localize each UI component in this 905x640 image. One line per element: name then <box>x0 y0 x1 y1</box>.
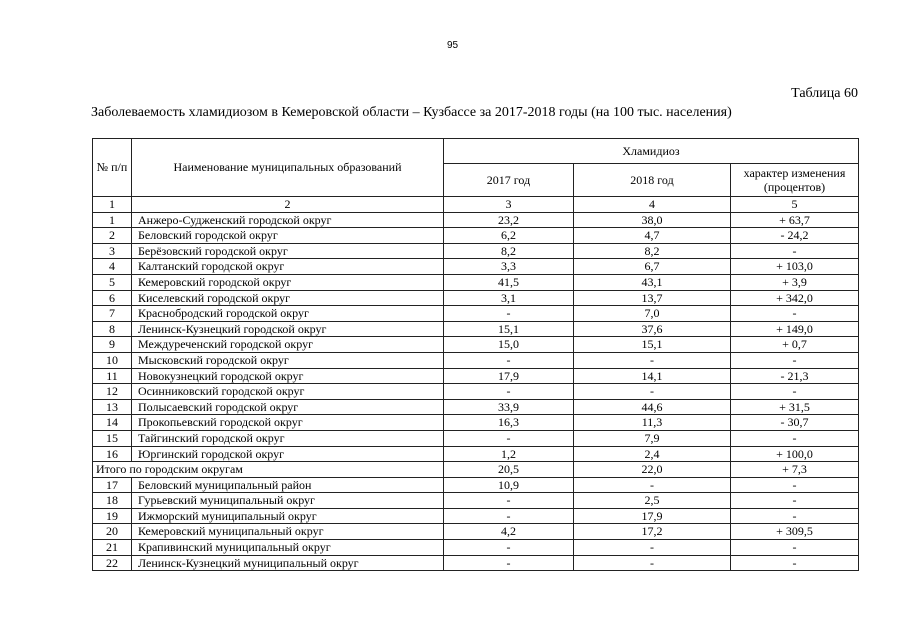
row-number: 12 <box>93 384 132 400</box>
value-2017: 15,0 <box>444 337 574 353</box>
document-title: Заболеваемость хламидиозом в Кемеровской области – Кузбассе за 2017-2018 годы (на 100 тыс. населения) <box>91 105 732 120</box>
table-row <box>93 274 859 290</box>
table-row <box>93 243 859 259</box>
value-change: + 100,0 <box>731 446 859 462</box>
table-row <box>93 212 859 228</box>
table-row <box>93 477 859 493</box>
value-change: + 309,5 <box>731 524 859 540</box>
value-2017: 10,9 <box>444 477 574 493</box>
value-change: - <box>731 540 859 556</box>
municipality-name: Краснобродский городской округ <box>132 306 444 322</box>
table-row <box>93 399 859 415</box>
table-row <box>93 352 859 368</box>
municipality-name: Кемеровский муниципальный округ <box>132 524 444 540</box>
value-2017: - <box>444 430 574 446</box>
value-change: + 3,9 <box>731 274 859 290</box>
municipality-name: Ленинск-Кузнецкий городской округ <box>132 321 444 337</box>
header-name: Наименование муниципальных образований <box>132 139 444 197</box>
value-change: - <box>731 352 859 368</box>
row-number: 7 <box>93 306 132 322</box>
municipality-name: Тайгинский городской округ <box>132 430 444 446</box>
table-row <box>93 446 859 462</box>
value-2018: 7,0 <box>574 306 731 322</box>
value-2018: - <box>574 352 731 368</box>
header-change: характер изменения (процентов) <box>731 164 859 197</box>
municipality-name: Крапивинский муниципальный округ <box>132 540 444 556</box>
value-change: + 149,0 <box>731 321 859 337</box>
table-row <box>93 524 859 540</box>
value-2017: 6,2 <box>444 228 574 244</box>
value-change: - <box>731 493 859 509</box>
value-2017: 15,1 <box>444 321 574 337</box>
table-row <box>93 321 859 337</box>
value-2018: 17,2 <box>574 524 731 540</box>
value-change: - <box>731 508 859 524</box>
municipality-name: Юргинский городской округ <box>132 446 444 462</box>
value-2017: 23,2 <box>444 212 574 228</box>
municipality-name: Калтанский городской округ <box>132 259 444 275</box>
value-change: - <box>731 430 859 446</box>
index-cell: 3 <box>444 197 574 213</box>
row-number: 11 <box>93 368 132 384</box>
row-number: 22 <box>93 555 132 571</box>
value-2017: 3,1 <box>444 290 574 306</box>
value-2018: 43,1 <box>574 274 731 290</box>
value-2018: 37,6 <box>574 321 731 337</box>
value-2018: 4,7 <box>574 228 731 244</box>
value-2017: 8,2 <box>444 243 574 259</box>
value-2018: 15,1 <box>574 337 731 353</box>
page-number: 95 <box>446 40 459 51</box>
value-change: - 30,7 <box>731 415 859 431</box>
row-number: 3 <box>93 243 132 259</box>
value-2018: 7,9 <box>574 430 731 446</box>
municipality-name: Киселевский городской округ <box>132 290 444 306</box>
total-change: + 7,3 <box>731 462 859 478</box>
municipality-name: Беловский городской округ <box>132 228 444 244</box>
value-2018: 2,5 <box>574 493 731 509</box>
value-2017: - <box>444 540 574 556</box>
value-2017: - <box>444 508 574 524</box>
row-number: 20 <box>93 524 132 540</box>
header-group: Хламидиоз <box>444 139 859 164</box>
value-2017: - <box>444 352 574 368</box>
municipality-name: Гурьевский муниципальный округ <box>132 493 444 509</box>
table-row <box>93 337 859 353</box>
value-change: - 21,3 <box>731 368 859 384</box>
total-2018: 22,0 <box>574 462 731 478</box>
value-2018: - <box>574 540 731 556</box>
index-cell: 1 <box>93 197 132 213</box>
municipality-name: Междуреченский городской округ <box>132 337 444 353</box>
morbidity-table <box>92 138 859 571</box>
city-rows <box>93 212 859 462</box>
value-2018: 17,9 <box>574 508 731 524</box>
value-2017: - <box>444 493 574 509</box>
total-2017: 20,5 <box>444 462 574 478</box>
value-2018: - <box>574 477 731 493</box>
district-rows <box>93 477 859 571</box>
row-number: 4 <box>93 259 132 275</box>
value-2017: 16,3 <box>444 415 574 431</box>
index-cell: 4 <box>574 197 731 213</box>
municipality-name: Кемеровский городской округ <box>132 274 444 290</box>
value-2018: 38,0 <box>574 212 731 228</box>
table-row <box>93 415 859 431</box>
table-row <box>93 508 859 524</box>
value-change: - <box>731 384 859 400</box>
row-number: 19 <box>93 508 132 524</box>
municipality-name: Новокузнецкий городской округ <box>132 368 444 384</box>
table-header <box>93 139 859 213</box>
municipality-name: Ленинск-Кузнецкий муниципальный округ <box>132 555 444 571</box>
table-row <box>93 290 859 306</box>
table-row <box>93 493 859 509</box>
municipality-name: Осинниковский городской округ <box>132 384 444 400</box>
value-change: - <box>731 306 859 322</box>
row-number: 10 <box>93 352 132 368</box>
value-2017: 33,9 <box>444 399 574 415</box>
value-change: + 342,0 <box>731 290 859 306</box>
municipality-name: Полысаевский городской округ <box>132 399 444 415</box>
header-2018: 2018 год <box>574 164 731 197</box>
table-row <box>93 555 859 571</box>
value-2017: 17,9 <box>444 368 574 384</box>
table-row <box>93 430 859 446</box>
value-change: + 63,7 <box>731 212 859 228</box>
row-number: 6 <box>93 290 132 306</box>
row-number: 1 <box>93 212 132 228</box>
value-2018: - <box>574 555 731 571</box>
value-2018: 13,7 <box>574 290 731 306</box>
value-change: - 24,2 <box>731 228 859 244</box>
index-cell: 5 <box>731 197 859 213</box>
municipality-name: Анжеро-Судженский городской округ <box>132 212 444 228</box>
total-row <box>93 462 859 478</box>
value-2018: 44,6 <box>574 399 731 415</box>
value-2018: 2,4 <box>574 446 731 462</box>
value-2018: 6,7 <box>574 259 731 275</box>
value-change: - <box>731 555 859 571</box>
municipality-name: Прокопьевский городской округ <box>132 415 444 431</box>
row-number: 21 <box>93 540 132 556</box>
row-number: 13 <box>93 399 132 415</box>
value-2017: 4,2 <box>444 524 574 540</box>
value-2017: - <box>444 384 574 400</box>
value-2018: 11,3 <box>574 415 731 431</box>
row-number: 8 <box>93 321 132 337</box>
table-row <box>93 368 859 384</box>
header-num: № п/п <box>93 139 132 197</box>
value-2017: - <box>444 306 574 322</box>
table-row <box>93 384 859 400</box>
municipality-name: Мысковский городской округ <box>132 352 444 368</box>
row-number: 14 <box>93 415 132 431</box>
value-change: - <box>731 477 859 493</box>
table-label: Таблица 60 <box>791 86 858 101</box>
row-number: 16 <box>93 446 132 462</box>
municipality-name: Беловский муниципальный район <box>132 477 444 493</box>
row-number: 5 <box>93 274 132 290</box>
value-2018: 8,2 <box>574 243 731 259</box>
row-number: 15 <box>93 430 132 446</box>
value-2018: - <box>574 384 731 400</box>
municipality-name: Берёзовский городской округ <box>132 243 444 259</box>
value-2017: 41,5 <box>444 274 574 290</box>
municipality-name: Ижморский муниципальный округ <box>132 508 444 524</box>
row-number: 18 <box>93 493 132 509</box>
value-2017: 3,3 <box>444 259 574 275</box>
index-cell: 2 <box>132 197 444 213</box>
city-total <box>93 462 859 478</box>
value-2017: - <box>444 555 574 571</box>
total-label: Итого по городским округам <box>93 462 444 478</box>
row-number: 17 <box>93 477 132 493</box>
value-change: + 0,7 <box>731 337 859 353</box>
header-2017: 2017 год <box>444 164 574 197</box>
value-2018: 14,1 <box>574 368 731 384</box>
row-number: 2 <box>93 228 132 244</box>
table-row <box>93 228 859 244</box>
row-number: 9 <box>93 337 132 353</box>
index-row <box>93 197 859 213</box>
value-change: + 31,5 <box>731 399 859 415</box>
value-change: + 103,0 <box>731 259 859 275</box>
table-row <box>93 306 859 322</box>
table-row <box>93 540 859 556</box>
value-change: - <box>731 243 859 259</box>
table-row <box>93 259 859 275</box>
value-2017: 1,2 <box>444 446 574 462</box>
